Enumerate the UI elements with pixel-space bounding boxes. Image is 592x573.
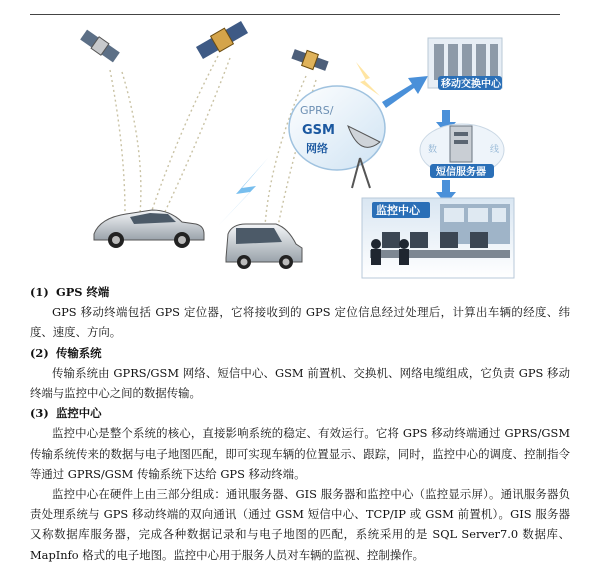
network-label: 网络 <box>306 142 328 155</box>
monitor-center-label: 监控中心 <box>376 204 420 217</box>
satellite-signal-beams <box>110 56 316 226</box>
sms-server <box>420 124 504 178</box>
gps-system-diagram <box>30 18 560 280</box>
paragraph: 传输系统由 GPRS/GSM 网络、短信中心、GSM 前置机、交换机、网络电缆组成，它负责 GPS 移动终端与监控中心之间的数据传输。 <box>30 365 570 401</box>
car-icon-van <box>226 224 302 269</box>
sms-wire-right: 线 <box>490 145 500 155</box>
mobile-switch-label: 移动交换中心 <box>441 79 501 90</box>
top-rule <box>30 14 560 15</box>
satellite-icon-right <box>290 46 329 73</box>
section-title: 传输系统 <box>55 345 102 360</box>
satellite-icon-left <box>80 29 121 63</box>
section-title: 监控中心 <box>55 406 102 421</box>
monitoring-center <box>362 198 514 278</box>
paragraph: 监控中心在硬件上由三部分组成：通讯服务器、GIS 服务器和监控中心（监控显示屏）。通讯服务器负责处理系统与 GPS 移动终端的双向通讯（通过 GSM 短信中心、TCP/IP 或 GSM 前置机）。GIS 服务器又称数据库服务器，完成各种数据记录和与电子地图的匹配，系统采用的是 SQL Server7.0 数据库、MapInfo 格式的电子地图。监控中心用于服务人员对车辆的监视、控制操作。 <box>30 487 570 562</box>
gprs-gsm-network <box>289 86 385 170</box>
paragraph: 监控中心是整个系统的核心，直接影响系统的稳定、有效运行。它将 GPS 移动终端通过 GPRS/GSM 传输系统传来的数据与电子地图匹配，即可实现车辆的位置显示、跟踪，同时，监控中心的调度、控制指令等通过 GPRS/GSM 传输系统下达给 GPS 移动终端。 <box>30 426 570 481</box>
section-number: (3) <box>30 406 49 421</box>
car-icon-silver <box>94 210 204 248</box>
gprs-label: GPRS/ <box>300 104 334 117</box>
mobile-switch-center <box>428 38 502 90</box>
document-body <box>30 282 570 565</box>
section-heading-3 <box>30 403 570 423</box>
sms-server-label: 短信服务器 <box>436 167 486 178</box>
wireless-signal-icon <box>218 158 268 226</box>
gsm-label: GSM <box>302 123 335 138</box>
section-number: (1) <box>30 285 49 299</box>
section-title: GPS 终端 <box>55 285 110 299</box>
section-number: (2) <box>30 345 49 360</box>
section-heading-2 <box>30 343 570 363</box>
satellite-icon-center <box>195 19 249 61</box>
paragraph: GPS 移动终端包括 GPS 定位器，它将接收到的 GPS 定位信息经过处理后，计算出车辆的经度、纬度、速度、方向。 <box>30 305 570 340</box>
sms-wire-left: 数 <box>428 145 438 155</box>
section-heading-1 <box>30 282 570 302</box>
